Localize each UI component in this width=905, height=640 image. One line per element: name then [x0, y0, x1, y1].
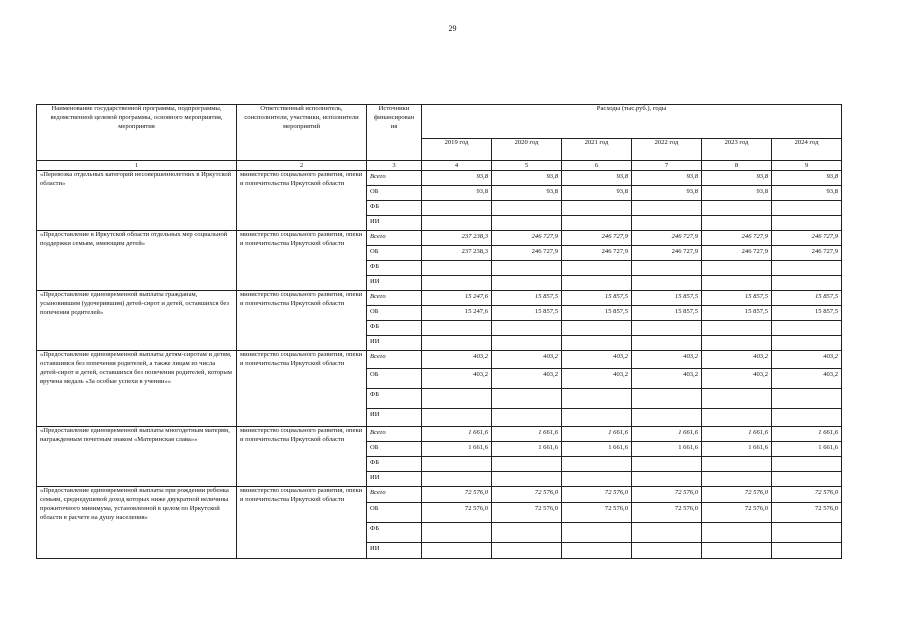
table-row: [37, 487, 842, 503]
empty-value: [702, 543, 772, 559]
empty-value: [492, 201, 562, 216]
page-number: 29: [448, 24, 457, 33]
funding-source: ФБ: [367, 201, 422, 216]
funding-source: Всего: [367, 427, 422, 442]
funding-source: ИИ: [367, 409, 422, 427]
funding-source: ИИ: [367, 216, 422, 231]
funding-source: ОБ: [367, 442, 422, 457]
empty-value: [422, 261, 492, 276]
measure-name: «Предоставление единовременной выплаты детям-сиротам и детям, оставшимся без попечения родителей, а также лицам из числа детей-сирот и детей, оставшихся без попечения родителей, которым вручена медаль «За особые успехи в учении»»: [37, 351, 237, 427]
empty-value: [562, 261, 632, 276]
column-number: 6: [562, 161, 632, 171]
empty-value: [632, 472, 702, 487]
ob-value: 246 727,9: [632, 246, 702, 261]
total-value: 246 727,9: [702, 231, 772, 246]
total-value: 93,8: [702, 171, 772, 186]
empty-value: [632, 523, 702, 543]
ob-value: 15 857,5: [562, 306, 632, 321]
empty-value: [772, 276, 842, 291]
empty-value: [422, 543, 492, 559]
column-number: 4: [422, 161, 492, 171]
funding-source: ФБ: [367, 523, 422, 543]
total-value: 1 661,6: [702, 427, 772, 442]
ob-value: 72 576,0: [492, 503, 562, 523]
ob-value: 93,8: [772, 186, 842, 201]
empty-value: [632, 216, 702, 231]
empty-value: [562, 321, 632, 336]
total-value: 15 857,5: [492, 291, 562, 306]
empty-value: [702, 261, 772, 276]
header-year: 2019 год: [422, 139, 492, 161]
ob-value: 246 727,9: [562, 246, 632, 261]
total-value: 237 238,3: [422, 231, 492, 246]
empty-value: [632, 321, 702, 336]
ob-value: 1 661,6: [422, 442, 492, 457]
empty-value: [772, 523, 842, 543]
funding-source: Всего: [367, 351, 422, 369]
total-value: 93,8: [492, 171, 562, 186]
total-value: 246 727,9: [562, 231, 632, 246]
empty-value: [422, 216, 492, 231]
empty-value: [702, 216, 772, 231]
ob-value: 72 576,0: [422, 503, 492, 523]
funding-source: ИИ: [367, 472, 422, 487]
funding-source: ФБ: [367, 457, 422, 472]
total-value: 1 661,6: [562, 427, 632, 442]
total-value: 72 576,0: [702, 487, 772, 503]
total-value: 72 576,0: [772, 487, 842, 503]
measure-executor: министерство социального развития, опеки и попечительства Иркутской области: [237, 351, 367, 427]
ob-value: 72 576,0: [562, 503, 632, 523]
total-value: 1 661,6: [632, 427, 702, 442]
empty-value: [772, 321, 842, 336]
total-value: 93,8: [772, 171, 842, 186]
measure-name: «Предоставление единовременной выплаты при рождении ребенка семьям, среднедушевой доход которых ниже двукратной величины прожиточного минимума, установленной в целом по Иркутской области в расчете на душу населения»: [37, 487, 237, 559]
header-year: 2023 год: [702, 139, 772, 161]
ob-value: 246 727,9: [702, 246, 772, 261]
budget-table: [36, 104, 842, 559]
total-value: 72 576,0: [492, 487, 562, 503]
funding-source: Всего: [367, 291, 422, 306]
measure-executor: министерство социального развития, опеки и попечительства Иркутской области: [237, 291, 367, 351]
ob-value: 1 661,6: [492, 442, 562, 457]
ob-value: 15 247,6: [422, 306, 492, 321]
ob-value: 15 857,5: [702, 306, 772, 321]
empty-value: [702, 201, 772, 216]
measure-executor: министерство социального развития, опеки и попечительства Иркутской области: [237, 487, 367, 559]
funding-source: ИИ: [367, 543, 422, 559]
column-number: 9: [772, 161, 842, 171]
total-value: 93,8: [562, 171, 632, 186]
empty-value: [492, 472, 562, 487]
empty-value: [632, 201, 702, 216]
ob-value: 15 857,5: [492, 306, 562, 321]
empty-value: [422, 276, 492, 291]
empty-value: [562, 543, 632, 559]
empty-value: [632, 336, 702, 351]
header-year: 2021 год: [562, 139, 632, 161]
total-value: 15 247,6: [422, 291, 492, 306]
funding-source: ФБ: [367, 321, 422, 336]
empty-value: [562, 409, 632, 427]
empty-value: [492, 523, 562, 543]
empty-value: [772, 336, 842, 351]
total-value: 15 857,5: [772, 291, 842, 306]
empty-value: [562, 201, 632, 216]
empty-value: [702, 389, 772, 409]
table-row: [37, 171, 842, 186]
empty-value: [772, 543, 842, 559]
ob-value: 93,8: [632, 186, 702, 201]
total-value: 403,2: [492, 351, 562, 369]
empty-value: [492, 543, 562, 559]
empty-value: [562, 472, 632, 487]
empty-value: [422, 523, 492, 543]
measure-executor: министерство социального развития, опеки и попечительства Иркутской области: [237, 231, 367, 291]
measure-executor: министерство социального развития, опеки и попечительства Иркутской области: [237, 171, 367, 231]
table-row: [37, 351, 842, 369]
total-value: 15 857,5: [562, 291, 632, 306]
ob-value: 93,8: [422, 186, 492, 201]
total-value: 403,2: [772, 351, 842, 369]
total-value: 72 576,0: [562, 487, 632, 503]
ob-value: 93,8: [702, 186, 772, 201]
empty-value: [492, 336, 562, 351]
empty-value: [772, 409, 842, 427]
total-value: 1 661,6: [422, 427, 492, 442]
total-value: 403,2: [702, 351, 772, 369]
empty-value: [422, 472, 492, 487]
ob-value: 1 661,6: [702, 442, 772, 457]
header-year: 2020 год: [492, 139, 562, 161]
ob-value: 1 661,6: [562, 442, 632, 457]
funding-source: Всего: [367, 171, 422, 186]
measure-name: «Предоставление в Иркутской области отдельных мер социальной поддержки семьям, имеющим детей»: [37, 231, 237, 291]
funding-source: ОБ: [367, 369, 422, 389]
column-number: 7: [632, 161, 702, 171]
ob-value: 403,2: [562, 369, 632, 389]
column-number: 8: [702, 161, 772, 171]
empty-value: [492, 276, 562, 291]
empty-value: [562, 523, 632, 543]
empty-value: [772, 216, 842, 231]
total-value: 246 727,9: [632, 231, 702, 246]
ob-value: 1 661,6: [772, 442, 842, 457]
measure-executor: министерство социального развития, опеки и попечительства Иркутской области: [237, 427, 367, 487]
ob-value: 403,2: [702, 369, 772, 389]
ob-value: 246 727,9: [772, 246, 842, 261]
total-value: 15 857,5: [632, 291, 702, 306]
empty-value: [702, 321, 772, 336]
empty-value: [702, 409, 772, 427]
header-expenses: Расходы (тыс.руб.), годы: [422, 105, 842, 139]
empty-value: [632, 543, 702, 559]
column-number: 3: [367, 161, 422, 171]
funding-source: ОБ: [367, 246, 422, 261]
empty-value: [702, 523, 772, 543]
ob-value: 403,2: [492, 369, 562, 389]
funding-source: ФБ: [367, 389, 422, 409]
measure-name: «Предоставление единовременной выплаты многодетным матерям, награжденным почетным знаком «Материнская слава»»: [37, 427, 237, 487]
funding-source: ИИ: [367, 336, 422, 351]
total-value: 1 661,6: [492, 427, 562, 442]
total-value: 72 576,0: [422, 487, 492, 503]
empty-value: [422, 457, 492, 472]
empty-value: [492, 321, 562, 336]
ob-value: 15 857,5: [772, 306, 842, 321]
empty-value: [562, 389, 632, 409]
header-source: Источники финансирован ия: [367, 105, 422, 161]
empty-value: [562, 276, 632, 291]
total-value: 246 727,9: [492, 231, 562, 246]
empty-value: [772, 261, 842, 276]
empty-value: [772, 389, 842, 409]
empty-value: [492, 261, 562, 276]
total-value: 93,8: [632, 171, 702, 186]
funding-source: ОБ: [367, 503, 422, 523]
empty-value: [632, 457, 702, 472]
empty-value: [422, 321, 492, 336]
ob-value: 72 576,0: [632, 503, 702, 523]
empty-value: [562, 457, 632, 472]
total-value: 403,2: [562, 351, 632, 369]
total-value: 1 661,6: [772, 427, 842, 442]
table-row: [37, 231, 842, 246]
header-year: 2024 год: [772, 139, 842, 161]
ob-value: 72 576,0: [702, 503, 772, 523]
empty-value: [702, 336, 772, 351]
ob-value: 403,2: [632, 369, 702, 389]
funding-source: ОБ: [367, 306, 422, 321]
measure-name: «Предоставление единовременной выплаты гражданам, усыновившим (удочерившим) детей-сирот и детей, оставшихся без попечения родителей»: [37, 291, 237, 351]
total-value: 403,2: [632, 351, 702, 369]
empty-value: [632, 261, 702, 276]
empty-value: [772, 201, 842, 216]
ob-value: 93,8: [562, 186, 632, 201]
ob-value: 403,2: [772, 369, 842, 389]
header-year: 2022 год: [632, 139, 702, 161]
ob-value: 93,8: [492, 186, 562, 201]
column-number: 1: [37, 161, 237, 171]
empty-value: [632, 389, 702, 409]
total-value: 403,2: [422, 351, 492, 369]
empty-value: [422, 409, 492, 427]
funding-source: Всего: [367, 231, 422, 246]
empty-value: [702, 457, 772, 472]
ob-value: 72 576,0: [772, 503, 842, 523]
header-name: Наименование государственной программы, подпрограммы, ведомственной целевой программы, основного мероприятия, мероприятия: [37, 105, 237, 161]
empty-value: [492, 389, 562, 409]
empty-value: [492, 409, 562, 427]
empty-value: [702, 472, 772, 487]
total-value: 15 857,5: [702, 291, 772, 306]
ob-value: 1 661,6: [632, 442, 702, 457]
ob-value: 15 857,5: [632, 306, 702, 321]
empty-value: [772, 457, 842, 472]
table-row: [37, 291, 842, 306]
funding-source: ОБ: [367, 186, 422, 201]
total-value: 246 727,9: [772, 231, 842, 246]
empty-value: [702, 276, 772, 291]
empty-value: [422, 201, 492, 216]
total-value: 72 576,0: [632, 487, 702, 503]
empty-value: [632, 409, 702, 427]
funding-source: Всего: [367, 487, 422, 503]
total-value: 93,8: [422, 171, 492, 186]
empty-value: [772, 472, 842, 487]
ob-value: 403,2: [422, 369, 492, 389]
ob-value: 237 238,3: [422, 246, 492, 261]
header-executor: Ответственный исполнитель, соисполнители, участники, исполнители мероприятий: [237, 105, 367, 161]
measure-name: «Перевозка отдельных категорий несовершеннолетних в Иркутской области»: [37, 171, 237, 231]
column-number: 5: [492, 161, 562, 171]
empty-value: [492, 216, 562, 231]
column-number: 2: [237, 161, 367, 171]
funding-source: ИИ: [367, 276, 422, 291]
empty-value: [632, 276, 702, 291]
ob-value: 246 727,9: [492, 246, 562, 261]
table-row: [37, 427, 842, 442]
empty-value: [562, 336, 632, 351]
empty-value: [562, 216, 632, 231]
empty-value: [422, 336, 492, 351]
empty-value: [422, 389, 492, 409]
empty-value: [492, 457, 562, 472]
funding-source: ФБ: [367, 261, 422, 276]
